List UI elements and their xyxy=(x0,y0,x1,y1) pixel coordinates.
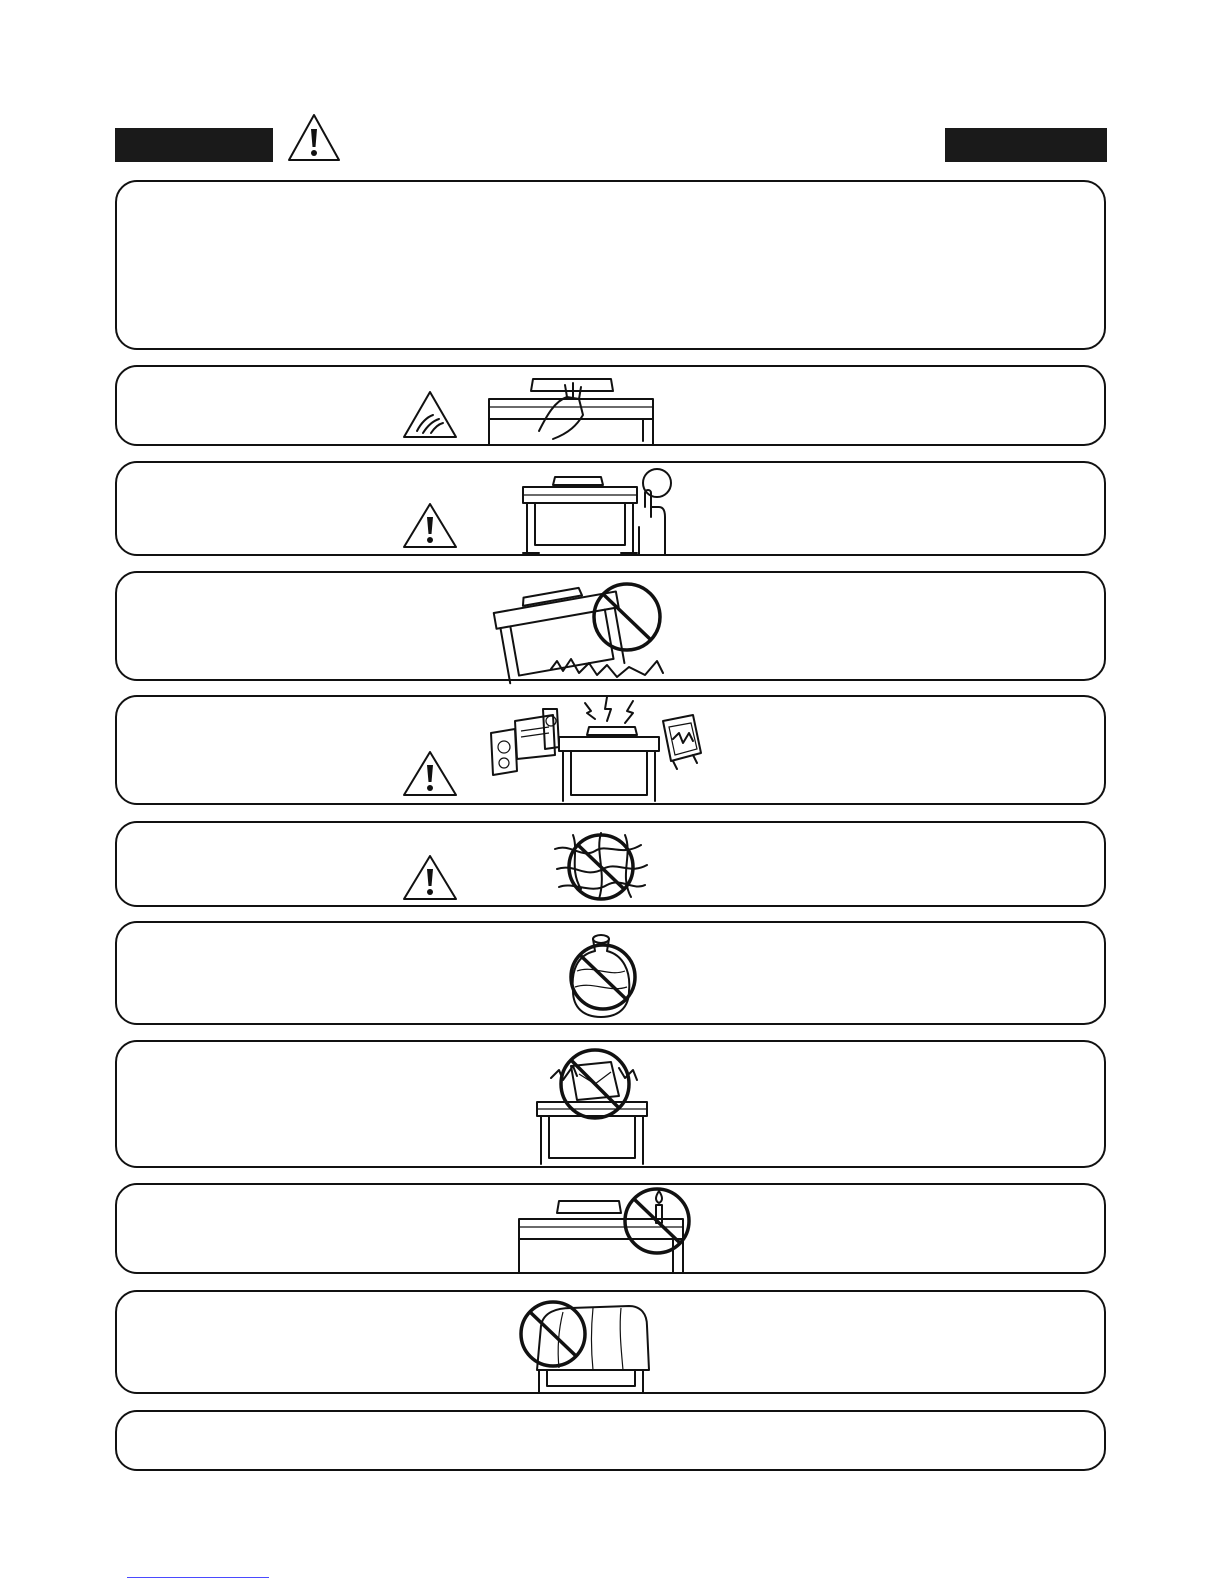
warning-triangle-icon xyxy=(401,853,459,908)
power-switch-panel xyxy=(115,461,1106,556)
warning-triangle-icon xyxy=(401,749,459,804)
electronics-interference-panel xyxy=(115,695,1106,805)
footer-link-underline xyxy=(127,1577,269,1578)
piano-candle-prohibited-illustration xyxy=(515,1187,695,1278)
cover-ventilation-panel xyxy=(115,1290,1106,1394)
closing-panel xyxy=(115,1410,1106,1471)
prohibition-icon xyxy=(571,945,635,1009)
warning-triangle-icon xyxy=(286,112,342,164)
hand-pinch-warning-icon xyxy=(401,389,459,446)
vase-prohibited-illustration xyxy=(563,931,643,1024)
header-label-bar-right xyxy=(945,128,1107,162)
piano-tipping-prohibited-illustration xyxy=(495,577,675,686)
piano-hands-illustration xyxy=(483,371,663,450)
open-flame-panel xyxy=(115,1183,1106,1274)
prohibition-icon xyxy=(561,1050,629,1118)
piano-object-prohibited-illustration xyxy=(529,1046,659,1171)
header-label-bar-left xyxy=(115,128,273,162)
prohibition-icon xyxy=(594,584,660,650)
piano-power-button-illustration xyxy=(519,467,689,560)
warning-triangle-icon xyxy=(401,501,459,556)
keyboard-fingers-panel xyxy=(115,365,1106,446)
tipping-panel xyxy=(115,571,1106,681)
heavy-objects-panel xyxy=(115,1040,1106,1168)
cord-tangle-panel xyxy=(115,821,1106,907)
piano-electronics-illustration xyxy=(487,697,709,808)
intro-panel xyxy=(115,180,1106,350)
liquid-vase-panel xyxy=(115,921,1106,1025)
tangled-cords-prohibited-illustration xyxy=(551,829,651,910)
covered-piano-prohibited-illustration xyxy=(517,1298,657,1399)
